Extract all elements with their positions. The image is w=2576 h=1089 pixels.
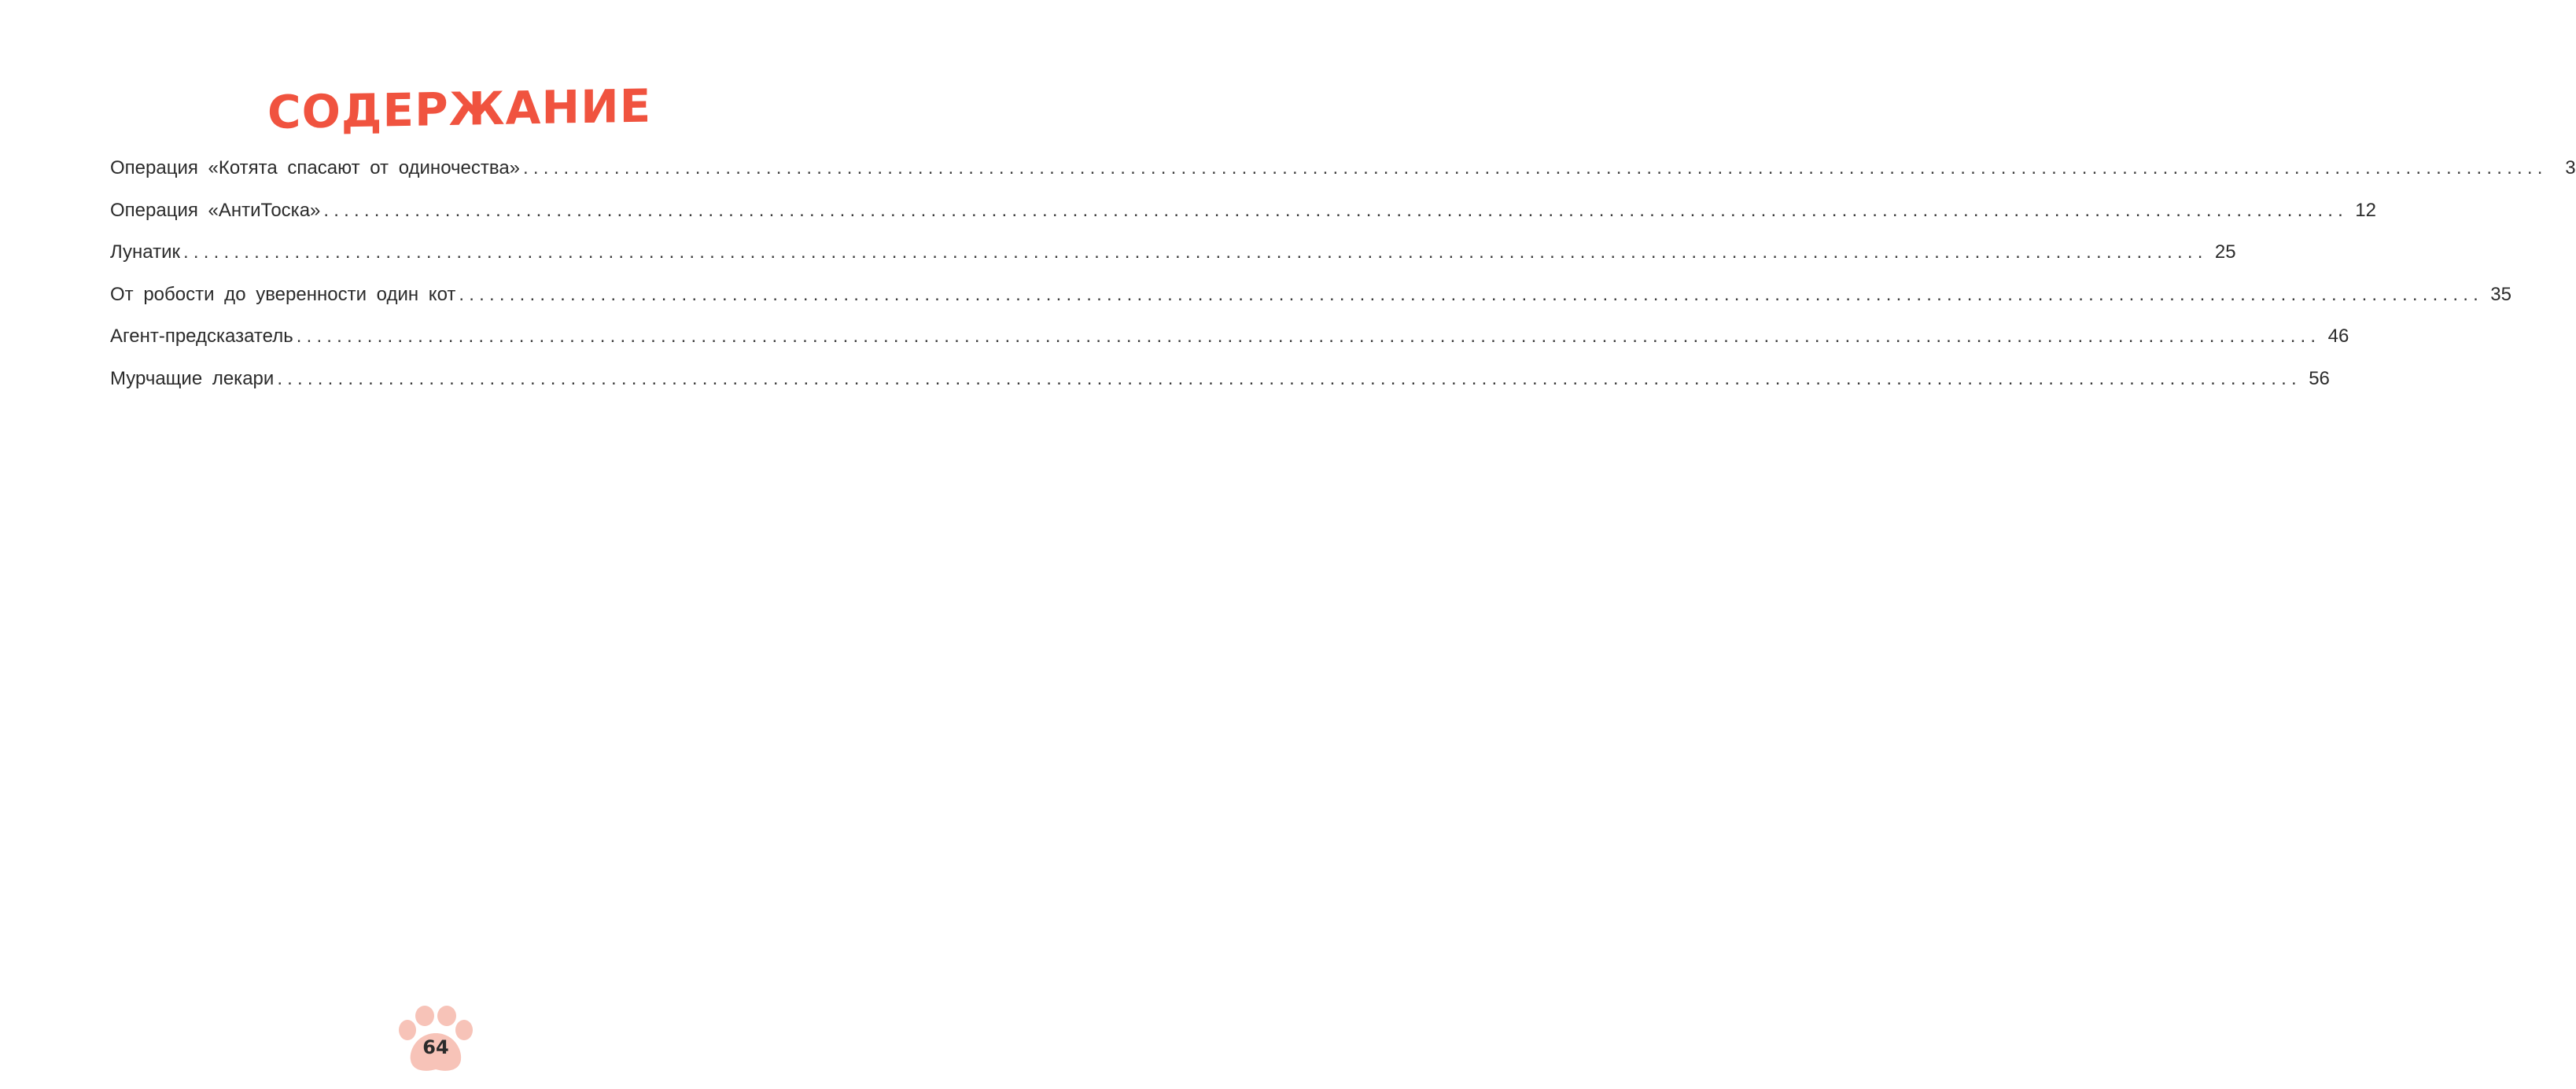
toc-entry-page: 25 — [2214, 241, 2236, 263]
table-of-contents — [110, 151, 2576, 404]
toc-entry[interactable] — [110, 151, 2576, 193]
toc-entry[interactable] — [110, 235, 2236, 278]
toc-entry[interactable] — [110, 362, 2330, 404]
page-title: СОДЕРЖАНИЕ — [267, 79, 652, 139]
toc-dot-leader: ........................................................................................................................................................................................................ — [459, 283, 2483, 305]
toc-entry-title: Мурчащие лекари — [110, 367, 275, 389]
toc-dot-leader: ........................................................................................................................................................................................................ — [296, 326, 2321, 348]
toc-entry-title: Лунатик — [110, 241, 180, 263]
toc-entry[interactable] — [110, 319, 2349, 362]
toc-entry[interactable] — [110, 193, 2376, 236]
toc-dot-leader: ........................................................................................................................................................................................................ — [183, 241, 2208, 263]
toc-entry-page: 12 — [2355, 199, 2376, 221]
toc-entry-title: От робости до уверенности один кот — [110, 283, 456, 305]
toc-dot-leader: ........................................................................................................................................................................................................ — [523, 157, 2548, 178]
toc-entry[interactable] — [110, 278, 2512, 320]
toc-dot-leader: ........................................................................................................................................................................................................ — [277, 367, 2301, 389]
toc-entry-page: 35 — [2490, 283, 2512, 305]
toc-entry-title: Операция «Котята спасают от одиночества» — [110, 157, 521, 178]
page-number: 64 — [422, 1036, 449, 1058]
toc-entry-title: Агент-предсказатель — [110, 326, 293, 348]
toc-entry-title: Операция «АнтиТоска» — [110, 199, 321, 221]
page-footer — [395, 1005, 477, 1074]
toc-dot-leader: ........................................................................................................................................................................................................ — [323, 199, 2348, 221]
toc-entry-page: 46 — [2327, 326, 2349, 348]
toc-entry-page: 56 — [2309, 367, 2330, 389]
toc-entry-page: 3 — [2565, 157, 2576, 178]
